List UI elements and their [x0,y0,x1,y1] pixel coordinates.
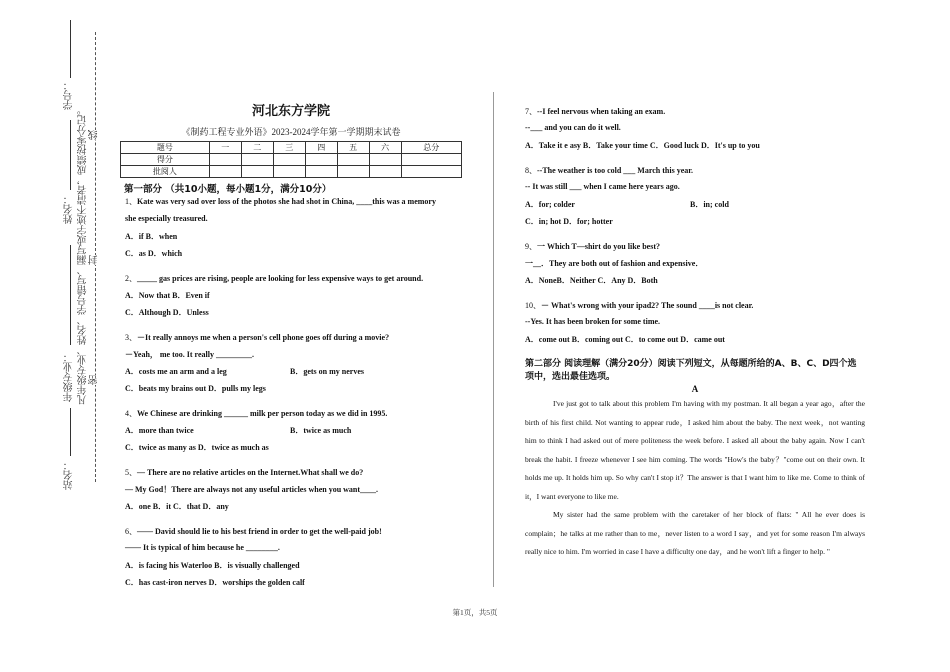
question-line [525,300,753,311]
question-line: －Yeah， me too. It really _________. [125,350,254,359]
option-a: A．more than twice [125,426,194,435]
score-row [121,154,462,166]
question-number: 1、 [125,197,137,206]
reviewer-cell [337,166,369,178]
reading-passage [525,395,865,562]
question-line: --___ and you can do it well. [525,123,621,132]
question-line [125,526,382,537]
options-line: C．has cast-iron nerves D．worships the golden calf [125,578,305,587]
station-blank [70,408,71,456]
score-header-cell: 二 [241,142,273,154]
question-number: 9、 [525,242,537,251]
options-line: C．beats my brains out D．pulls my legs [125,384,266,393]
question-line: — My God！There are always not any useful articles when you want____. [125,485,379,494]
student-id-blank [70,20,71,78]
options-line: A．if B．when [125,232,178,241]
question-number: 8、 [525,166,537,175]
score-header-cell: 题号 [121,142,210,154]
options-line [125,425,351,436]
score-header-cell: 总分 [401,142,461,154]
question-line [125,332,389,343]
seal-char-mi: 密 [89,375,100,385]
question-line: --Yes. It has been broken for some time. [525,317,661,326]
passage-paragraph: My sister had the same problem with the caretaker of her block of flats: " All he ever does is complain；he talks at me rather than to me，never listen to a word I say，and yet for some reason I'm always really nice to him. I'm worried in case I have a difficulty one day，and he won't lift a finger to help. " [525,510,865,556]
question-number: 10、 [525,301,541,310]
class-label: 年级专业： [64,352,75,402]
name-label: 姓名： [64,194,75,224]
score-table-header-row [121,142,462,154]
score-table [120,141,462,178]
question-text: 一 Which T—shirt do you like best? [537,242,660,251]
options-line: A．Take it e asy B．Take your time C．Good luck D．It's up to you [525,141,760,150]
options-line: C．Although D．Unless [125,308,209,317]
options-line [125,366,364,377]
question-text: Kate was very sad over loss of the photos she had shot in China, ____this was a memory [137,197,436,206]
question-text: --I feel nervous when taking an exam. [537,107,666,116]
option-a: A．costs me an arm and a leg [125,367,227,376]
question-line [125,273,423,284]
question-line [525,241,660,252]
question-text: － What's wrong with your ipad2? The sound ____is not clear. [541,301,754,310]
reviewer-cell [241,166,273,178]
question-line: —— It is typical of him because he ________. [125,543,280,552]
class-blank [70,245,71,345]
question-line [525,165,693,176]
question-number: 7、 [525,107,537,116]
option-b: B．twice as much [290,426,352,435]
question-line [125,467,363,478]
score-header-cell: 四 [305,142,337,154]
options-line: A．one B．it C．that D．any [125,502,229,511]
question-line: she especially treasured. [125,214,208,223]
score-cell [369,154,401,166]
options-line: A．is facing his Waterloo B．is visually challenged [125,561,300,570]
question-text: －It really annoys me when a person's cell phone goes off during a movie? [137,333,390,342]
score-cell [241,154,273,166]
student-id-label: 学号： [64,80,75,110]
option-b: B．in; cold [690,200,729,209]
score-header-cell: 一 [209,142,241,154]
passage-letter: A [691,384,699,394]
binding-notice: 凡年级专业、姓名、学号错写、漏写或字迹不清者，成绩按零分记。 [78,105,89,405]
name-blank [70,120,71,190]
question-line [125,196,436,207]
reviewer-row-label: 批阅人 [121,166,210,178]
question-line [525,106,665,117]
score-header-cell: 六 [369,142,401,154]
options-line: C．in; hot D．for; hotter [525,217,613,226]
question-line: 一__．They are both out of fashion and expensive． [525,259,704,268]
question-text: —— David should lie to his best friend in order to get the well-paid job! [137,527,382,536]
reviewer-row [121,166,462,178]
options-line: A．come out B．coming out C．to come out D．came out [525,335,725,344]
question-text: We Chinese are drinking ______ milk per person today as we did in 1995. [137,409,388,418]
question-text: — There are no relative articles on the Internet.What shall we do? [137,468,364,477]
station-label: 站名： [64,460,75,490]
binding-margin [48,20,118,490]
options-line: C．as D．which [125,249,183,258]
score-header-cell: 五 [337,142,369,154]
score-row-label: 得分 [121,154,210,166]
options-line: A．NoneB．Neither C．Any D．Both [525,276,658,285]
reviewer-cell [401,166,461,178]
options-line: C．twice as many as D．twice as much as [125,443,269,452]
seal-char-feng: 封 [89,255,100,265]
option-a: A．for; colder [525,200,575,209]
question-number: 3、 [125,333,137,342]
reviewer-cell [209,166,241,178]
reviewer-cell [273,166,305,178]
part1-heading: 第一部分 （共10小题，每小题1分，满分10分） [124,184,332,195]
question-number: 6、 [125,527,137,536]
seal-char-xian: 线 [89,130,100,140]
question-text: --The weather is too cold ___ March this year. [537,166,694,175]
column-divider [493,92,494,587]
question-number: 4、 [125,409,137,418]
passage-paragraph: I've just got to talk about this problem I'm having with my postman. It all began a year ago，after the birth of his first child. Not wanting to appear rude，I asked him about the baby. The next week，not wanting him to think I had asked out of mere politeness the week before. I asked all about the baby again. Now I can't break the habit. I freeze whenever I see him coming. The words "How's the baby？"come out on their own. It holds me up. It holds him up. So why can't I stop it？The answer is that I want him to like me. Come to think of it，I want everyone to like me. [525,399,865,501]
question-number: 5、 [125,468,137,477]
score-cell [337,154,369,166]
score-header-cell: 三 [273,142,305,154]
options-line: A．Now that B．Even if [125,291,210,300]
option-b: B．gets on my nerves [290,367,364,376]
question-number: 2、 [125,274,137,283]
question-line [125,408,387,419]
exam-subtitle: 《制药工程专业外语》2023-2024学年第一学期期末试卷 [181,127,401,137]
question-text: _____ gas prices are rising, people are looking for less expensive ways to get around. [137,274,424,283]
school-title: 河北东方学院 [251,104,330,119]
question-line: -- It was still ___ when I came here years ago. [525,182,680,191]
options-line [525,199,729,210]
score-cell [305,154,337,166]
part2-heading: 第二部分 阅读理解（满分20分）阅读下列短文，从每题所给的A、B、C、D四个选项中，选出最佳选项。 [525,359,857,382]
reviewer-cell [369,166,401,178]
page-footer: 第1页，共5页 [452,608,498,617]
score-cell [401,154,461,166]
score-cell [209,154,241,166]
score-cell [273,154,305,166]
reviewer-cell [305,166,337,178]
